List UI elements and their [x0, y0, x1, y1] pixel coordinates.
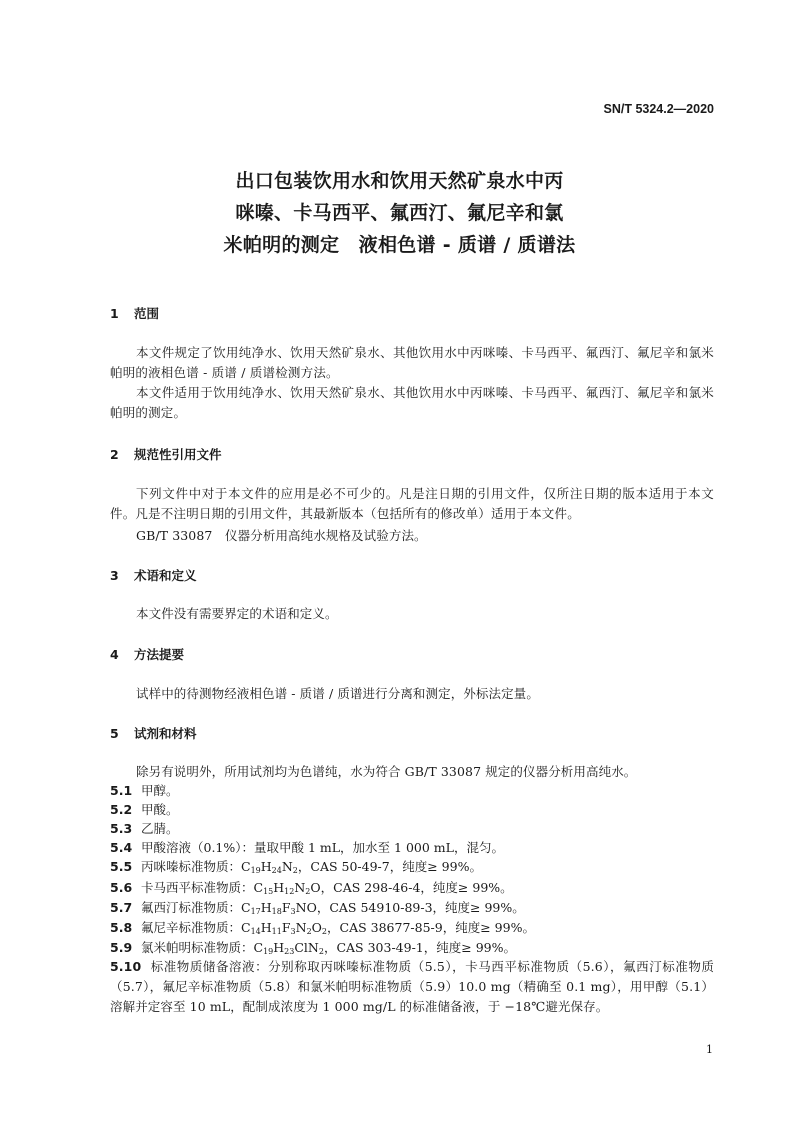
item-text: 氟西汀标准物质：$C_{17}H_{18}F_3NO$，CAS 54910-89-3，纯度≥ 99%。 [141, 900, 525, 916]
section-5-paragraph-1: 除另有说明外，所用试剂均为色谱纯，水为符合 GB/T 33087 规定的仪器分析用高纯水。 [136, 764, 637, 779]
item-text: 甲酸。 [141, 802, 179, 817]
section-number: 3 [110, 568, 119, 583]
item-number: 5.4 [110, 840, 133, 855]
document-title-line-3: 米帕明的测定 液相色谱 - 质谱 / 质谱法 [223, 234, 576, 256]
document-title-line-1: 出口包装饮用水和饮用天然矿泉水中丙 [235, 170, 564, 192]
item-text: 甲酸溶液（0.1%）：量取甲酸 1 mL，加水至 1 000 mL，混匀。 [141, 840, 504, 855]
section-3-paragraph-1: 本文件没有需要界定的术语和定义。 [136, 606, 338, 621]
section-title: 方法提要 [134, 647, 185, 662]
item-number: 5.2 [110, 802, 133, 817]
section-number: 1 [110, 306, 119, 321]
item-text: 卡马西平标准物质：$C_{15}H_{12}N_2O$，CAS 298-46-4，纯度≥ 99%。 [141, 880, 513, 896]
section-2-paragraph-1: 下列文件中对于本文件的应用是必不可少的。凡是注日期的引用文件，仅所注日期的版本适用于本文件。凡是不注明日期的引用文件，其最新版本（包括所有的修改单）适用于本文件。 [110, 486, 714, 521]
item-number: 5.1 [110, 783, 133, 798]
section-4-paragraph-1: 试样中的待测物经液相色谱 - 质谱 / 质谱进行分离和测定，外标法定量。 [136, 686, 539, 701]
section-4-heading [110, 645, 184, 663]
item-text: 氯米帕明标准物质：$C_{19}H_{23}ClN_2$，CAS 303-49-1，纯度≥ 99%。 [141, 940, 516, 956]
item-5-8 [110, 918, 535, 936]
item-text: 甲醇。 [141, 783, 179, 798]
item-5-9 [110, 938, 516, 956]
item-5-4 [110, 838, 504, 856]
item-number: 5.7 [110, 900, 133, 915]
item-number: 5.9 [110, 940, 133, 955]
item-number: 5.8 [110, 920, 133, 935]
normative-reference: GB/T 33087 仪器分析用高纯水规格及试验方法。 [136, 528, 427, 543]
item-text: 标准物质储备溶液：分别称取丙咪嗪标准物质（5.5），卡马西平标准物质（5.6），氟西汀标准物质（5.7），氟尼辛标准物质（5.8）和氯米帕明标准物质（5.9）10.0 mg（精确至 0.1 mg），用甲醇（5.1）溶解并定容至 10 mL，配制成浓度为 1 000 mg/L 的标准储备液，于 −18℃避光保存。 [110, 959, 714, 1014]
item-5-5 [110, 857, 482, 875]
item-5-10 [110, 957, 714, 1017]
section-1-paragraph-1: 本文件规定了饮用纯净水、饮用天然矿泉水、其他饮用水中丙咪嗪、卡马西平、氟西汀、氟尼辛和氯米帕明的液相色谱 - 质谱 / 质谱检测方法。 [110, 345, 714, 380]
section-3-heading [110, 566, 197, 584]
section-number: 4 [110, 647, 119, 662]
page-number: 1 [706, 1043, 713, 1056]
item-number: 5.3 [110, 821, 133, 836]
section-number: 5 [110, 726, 119, 741]
item-5-6 [110, 878, 513, 896]
section-title: 规范性引用文件 [134, 447, 222, 462]
section-1-paragraph-2: 本文件适用于饮用纯净水、饮用天然矿泉水、其他饮用水中丙咪嗪、卡马西平、氟西汀、氟尼辛和氯米帕明的测定。 [110, 385, 714, 420]
item-number: 5.6 [110, 880, 133, 895]
item-text: 丙咪嗪标准物质：$C_{19}H_{24}N_2$，CAS 50-49-7，纯度≥ 99%。 [141, 859, 482, 875]
item-number: 5.10 [110, 959, 142, 974]
item-5-3 [110, 819, 179, 837]
section-title: 试剂和材料 [134, 726, 197, 741]
section-1-heading [110, 304, 159, 322]
standard-number: SN/T 5324.2—2020 [603, 102, 714, 116]
document-title-line-2: 咪嗪、卡马西平、氟西汀、氟尼辛和氯 [235, 202, 564, 224]
item-5-1 [110, 781, 179, 799]
item-text: 氟尼辛标准物质：$C_{14}H_{11}F_3N_2O_2$，CAS 38677-85-9，纯度≥ 99%。 [141, 920, 535, 936]
item-number: 5.5 [110, 859, 133, 874]
item-text: 乙腈。 [141, 821, 179, 836]
item-5-2 [110, 800, 179, 818]
section-title: 术语和定义 [134, 568, 197, 583]
section-2-heading [110, 445, 222, 463]
section-number: 2 [110, 447, 119, 462]
section-title: 范围 [134, 306, 160, 321]
section-5-heading [110, 724, 197, 742]
item-5-7 [110, 898, 525, 916]
